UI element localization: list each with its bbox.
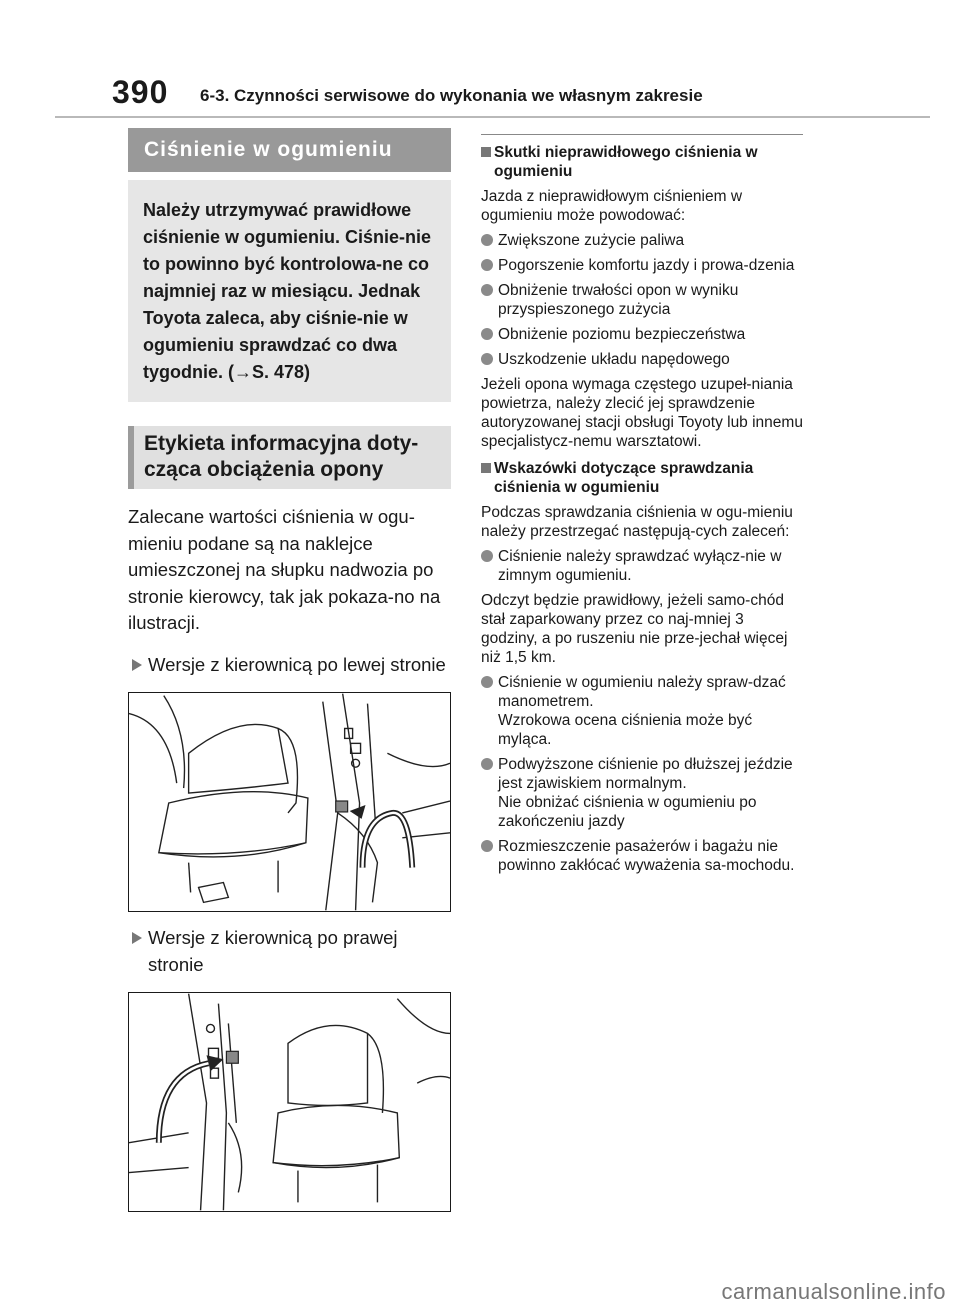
tips-intro: Podczas sprawdzania ciśnienia w ogu-mieniu należy przestrzegać następują-cych zaleceń: xyxy=(481,504,793,540)
effects-intro: Jazda z nieprawidłowym ciśnieniem w ogumieniu może powodować: xyxy=(481,188,743,224)
tip-item: Ciśnienie należy sprawdzać wyłącz-nie w zimnym ogumieniu. xyxy=(481,547,803,585)
round-bullet-icon xyxy=(481,234,493,246)
tip-item: Ciśnienie w ogumieniu należy spraw-dzać manometrem. Wzrokowa ocena ciśnienia może być myląca. xyxy=(481,673,803,749)
round-bullet-icon xyxy=(481,840,493,852)
effect-item: Obniżenie poziomu bezpieczeństwa xyxy=(481,325,803,344)
effects-heading: Skutki nieprawidłowego ciśnienia w ogumieniu xyxy=(481,143,803,181)
lhd-seat-drawing xyxy=(129,693,450,911)
effect-item: Pogorszenie komfortu jazdy i prowa-dzenia xyxy=(481,256,803,275)
tip-note: Odczyt będzie prawidłowy, jeżeli samo-chód stał zaparkowany przez co naj-mniej 3 godziny, a po ruszeniu nie prze-jechał więcej niż 1,5 km. xyxy=(481,592,788,666)
right-column xyxy=(481,134,803,875)
round-bullet-icon xyxy=(481,758,493,770)
page-reference-link[interactable]: S. 478 xyxy=(252,362,305,382)
pressure-info-box: Należy utrzymywać prawidłowe ciśnienie w ogumieniu. Ciśnie-nie to powinno być kontrolowa-ne co najmniej raz w miesiącu. Jednak Toyota zaleca, aby ciśnie-nie w ogumieniu sprawdzać co dwa tygodnie. (→S. 478) xyxy=(128,180,451,402)
right-top-rule xyxy=(481,134,803,135)
rhd-seat-drawing xyxy=(129,993,450,1211)
rhd-illustration xyxy=(128,992,451,1212)
label-intro-text: Zalecane wartości ciśnienia w ogu-mieniu podane są na naklejce umieszczonej na słupku nadwozia po stronie kierowcy, tak jak pokaza-no na ilustracji. xyxy=(128,506,441,633)
effect-item: Obniżenie trwałości opon w wyniku przyspieszonego zużycia xyxy=(481,281,803,319)
round-bullet-icon xyxy=(481,676,493,688)
round-bullet-icon xyxy=(481,284,493,296)
header-divider xyxy=(55,116,930,118)
rhd-caption: Wersje z kierownicą po prawej stronie xyxy=(128,925,451,978)
effects-note: Jeżeli opona wymaga częstego uzupeł-niania powietrza, należy zlecić jej sprawdzenie autoryzowanej stacji obsługi Toyoty lub innemu specjalistycz-nemu warsztatowi. xyxy=(481,376,803,450)
round-bullet-icon xyxy=(481,353,493,365)
pressure-info-text: Należy utrzymywać prawidłowe ciśnienie w ogumieniu. Ciśnie-nie to powinno być kontrolowa-ne co najmniej raz w miesiącu. Jednak Toyota zaleca, aby ciśnie-nie w ogumieniu sprawdzać co dwa tygodnie. xyxy=(143,200,432,382)
tip-item: Podwyższone ciśnienie po dłuższej jeździe jest zjawiskiem normalnym. Nie obniżać ciśnienia w ogumieniu po zakończeniu jazdy xyxy=(481,755,803,831)
tire-pressure-title: Ciśnienie w ogumieniu xyxy=(128,128,451,172)
ref-arrow: → xyxy=(234,362,252,382)
tip-item: Rozmieszczenie pasażerów i bagażu nie powinno zakłócać wyważenia sa-mochodu. xyxy=(481,837,803,875)
tire-label-title: Etykieta informacyjna doty-cząca obciążenia opony xyxy=(128,426,451,489)
effect-item: Uszkodzenie układu napędowego xyxy=(481,350,803,369)
square-bullet-icon xyxy=(481,463,491,473)
effect-item: Zwiększone zużycie paliwa xyxy=(481,231,803,250)
arrow-bullet-icon xyxy=(132,659,142,671)
left-column xyxy=(128,128,451,1212)
round-bullet-icon xyxy=(481,259,493,271)
round-bullet-icon xyxy=(481,328,493,340)
lhd-illustration xyxy=(128,692,451,912)
running-header: 6-3. Czynności serwisowe do wykonania we własnym zakresie xyxy=(200,86,703,105)
round-bullet-icon xyxy=(481,550,493,562)
watermark: carmanualsonline.info xyxy=(721,1279,946,1304)
page-number: 390 xyxy=(112,74,169,110)
square-bullet-icon xyxy=(481,147,491,157)
tips-heading: Wskazówki dotyczące sprawdzania ciśnienia w ogumieniu xyxy=(481,459,803,497)
lhd-caption: Wersje z kierownicą po lewej stronie xyxy=(128,652,451,679)
arrow-bullet-icon xyxy=(132,932,142,944)
